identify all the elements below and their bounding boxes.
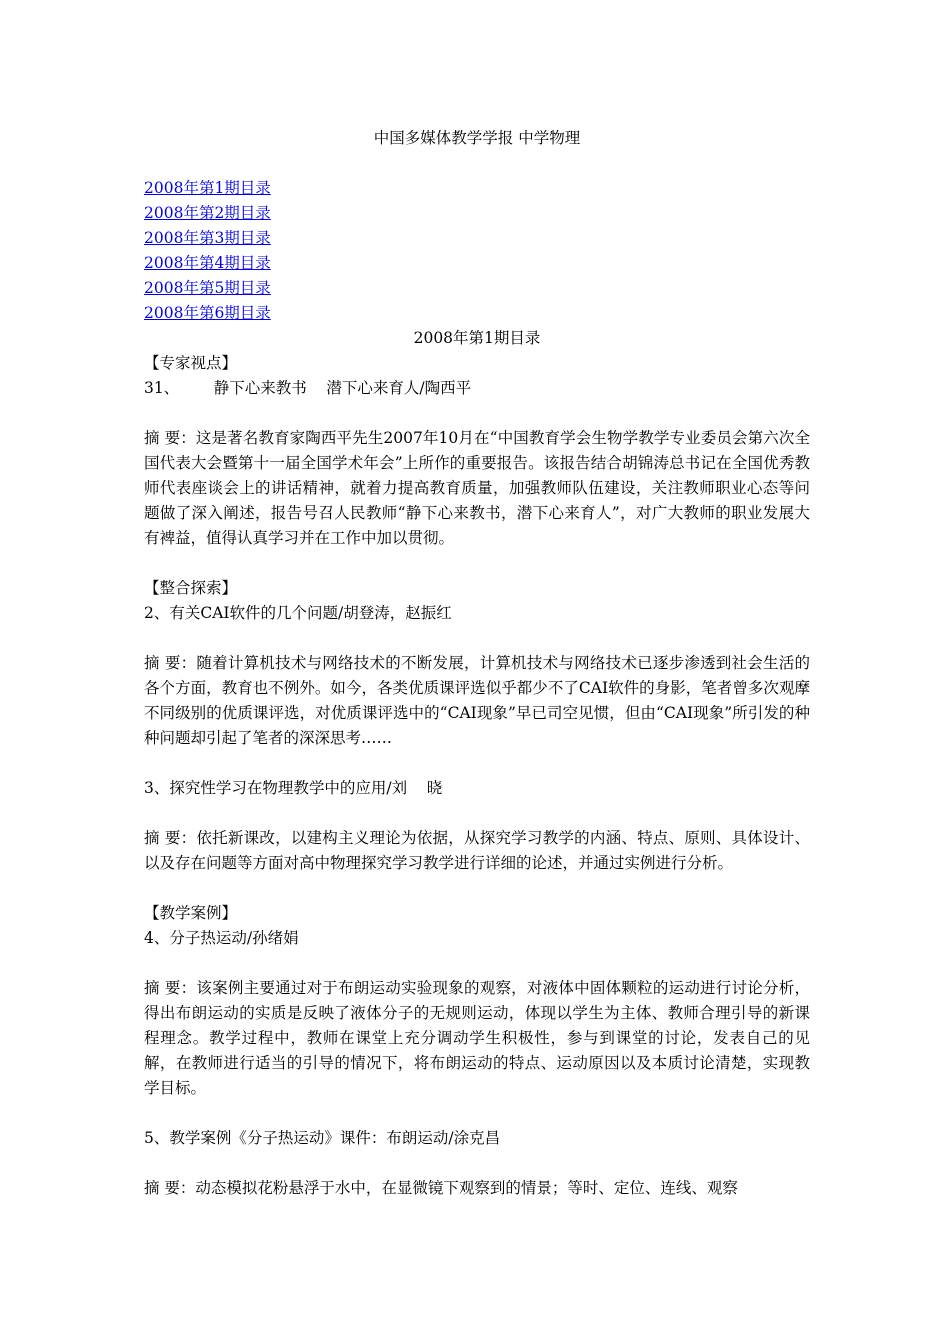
toc-link-issue-6[interactable]: 2008年第6期目录 — [144, 304, 271, 322]
toc-link-issue-3[interactable]: 2008年第3期目录 — [144, 229, 271, 247]
article-title: 5、教学案例《分子热运动》课件：布朗运动/涂克昌 — [144, 1129, 501, 1147]
spacer — [144, 1101, 810, 1126]
section-heading: 【专家视点】 — [144, 354, 238, 372]
toc-link-issue-1[interactable]: 2008年第1期目录 — [144, 179, 271, 197]
article-abstract: 摘 要：依托新课改，以建构主义理论为依据，从探究学习教学的内涵、特点、原则、具体设计、以及存在问题等方面对高中物理探究学习教学进行详细的论述，并通过实例进行分析。 — [144, 829, 810, 872]
article-abstract: 摘 要：这是著名教育家陶西平先生2007年10月在“中国教育学会生物学教学专业委员会第六次全国代表大会暨第十一届全国学术年会”上所作的重要报告。该报告结合胡锦涛总书记在全国优秀教师代表座谈会上的讲话精神，就着力提高教育质量，加强教师队伍建设，关注教师职业心态等问题做了深入阐述，报告号召人民教师“静下心来教书，潜下心来育人”，对广大教师的职业发展大有裨益，值得认真学习并在工作中加以贯彻。 — [144, 429, 810, 547]
spacer — [144, 626, 810, 651]
article-abstract: 摘 要：该案例主要通过对于布朗运动实验现象的观察，对液体中固体颗粒的运动进行讨论分析，得出布朗运动的实质是反映了液体分子的无规则运动，体现以学生为主体、教师合理引导的新课程理念。教学过程中，教师在课堂上充分调动学生积极性，参与到课堂的讨论，发表自己的见解，在教师进行适当的引导的情况下，将布朗运动的特点、运动原因以及本质讨论清楚，实现教学目标。 — [144, 979, 810, 1097]
section-heading: 【教学案例】 — [144, 904, 238, 922]
article-abstract: 摘 要：动态模拟花粉悬浮于水中，在显微镜下观察到的情景；等时、定位、连线、观察 — [144, 1179, 738, 1197]
article-title: 31、 静下心来教书 潜下心来育人/陶西平 — [144, 379, 472, 397]
spacer — [144, 1151, 810, 1176]
issue-toc-links — [144, 176, 810, 326]
spacer — [144, 876, 810, 901]
article-title: 4、分子热运动/孙绪娟 — [144, 929, 299, 947]
document-page — [144, 126, 810, 1201]
article-title: 2、有关CAI软件的几个问题/胡登涛，赵振红 — [144, 604, 452, 622]
spacer — [144, 751, 810, 776]
spacer — [144, 951, 810, 976]
article-title: 3、探究性学习在物理教学中的应用/刘 晓 — [144, 779, 443, 797]
issue-heading: 2008年第1期目录 — [413, 329, 541, 347]
spacer — [144, 801, 810, 826]
article-abstract: 摘 要：随着计算机技术与网络技术的不断发展，计算机技术与网络技术已逐步渗透到社会生活的各个方面，教育也不例外。如今，各类优质课评选似乎都少不了CAI软件的身影，笔者曾多次观摩不同级别的优质课评选，对优质课评选中的“CAI现象”早已司空见惯，但由“CAI现象”所引发的种种问题却引起了笔者的深深思考…… — [144, 654, 810, 747]
toc-link-issue-2[interactable]: 2008年第2期目录 — [144, 204, 271, 222]
toc-link-issue-5[interactable]: 2008年第5期目录 — [144, 279, 271, 297]
document-title: 中国多媒体教学学报 中学物理 — [373, 129, 581, 147]
toc-link-issue-4[interactable]: 2008年第4期目录 — [144, 254, 271, 272]
spacer — [144, 401, 810, 426]
spacer — [144, 551, 810, 576]
section-heading: 【整合探索】 — [144, 579, 238, 597]
